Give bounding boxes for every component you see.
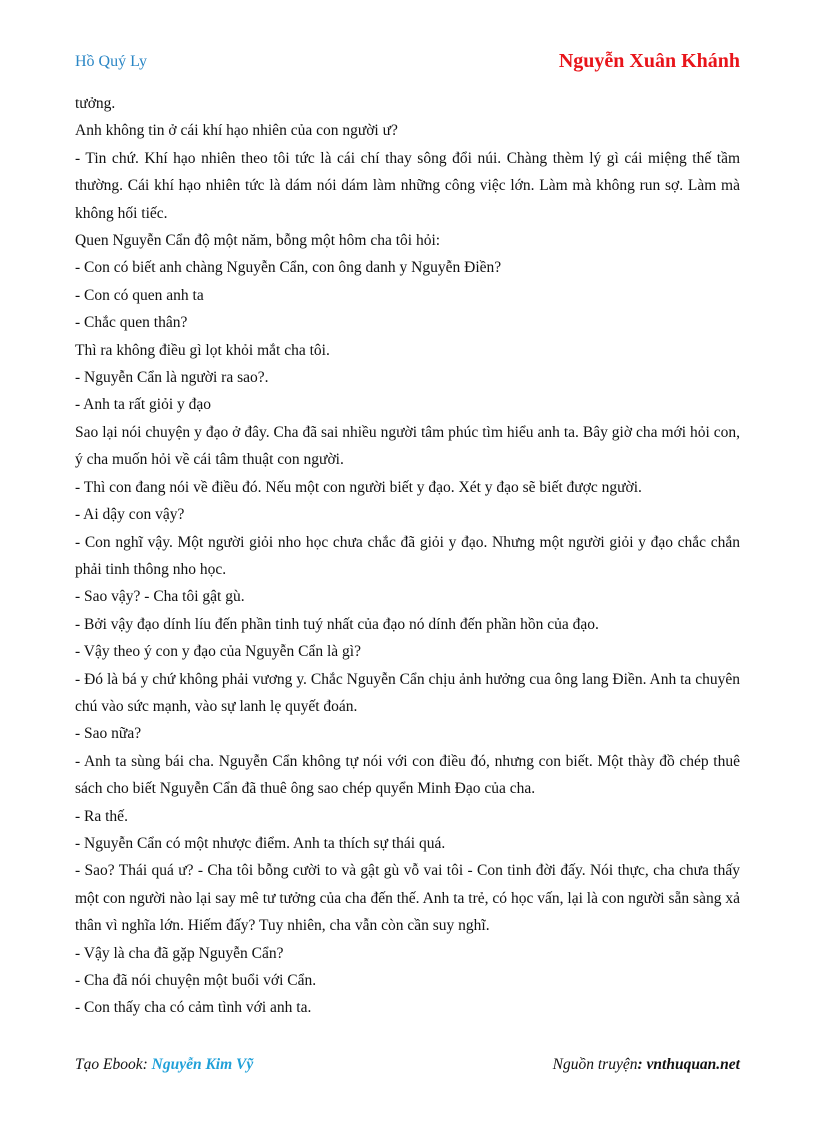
paragraph: - Đó là bá y chứ không phải vương y. Chắc Nguyễn Cẩn chịu ảnh hưởng cua ông lang Điền. Anh ta chuyên chú vào sức mạnh, vào sự lanh lẹ quyết đoán. bbox=[75, 670, 740, 715]
paragraph: - Bởi vậy đạo dính líu đến phần tinh tuý nhất của đạo nó dính đến phần hồn của đạo. bbox=[75, 615, 599, 633]
paragraph: - Con nghĩ vậy. Một người giỏi nho học chưa chắc đã giỏi y đạo. Nhưng một người giỏi y đạo chắc chắn phải tinh thông nho học. bbox=[75, 533, 740, 578]
paragraph: - Anh ta sùng bái cha. Nguyễn Cẩn không tự nói với con điều đó, nhưng con biết. Một thày đồ chép thuê sách cho biết Nguyễn Cẩn đã thuê ông sao chép quyển Minh Đạo của cha. bbox=[75, 752, 740, 798]
paragraph: - Anh ta rất giỏi y đạo bbox=[75, 396, 212, 414]
paragraph: - Sao vậy? - Cha tôi gật gù. bbox=[75, 588, 245, 606]
paragraph: Anh không tin ở cái khí hạo nhiên của con người ư? bbox=[75, 122, 398, 140]
paragraph: - Vậy là cha đã gặp Nguyễn Cẩn? bbox=[75, 944, 284, 962]
paragraph: - Con có quen anh ta bbox=[75, 286, 204, 304]
ebook-label: Tạo Ebook bbox=[75, 1056, 143, 1073]
paragraph: - Tin chứ. Khí hạo nhiên theo tôi tức là cái chí thay sông đổi núi. Chàng thèm lý gì cái miệng thế tầm thường. Cái khí hạo nhiên tức là dám nói dám làm những công việc lớn. Làm mà không run sợ. Làm mà không hối tiếc. bbox=[75, 149, 740, 222]
paragraph: - Sao? Thái quá ư? - Cha tôi bỗng cười to và gật gù vỗ vai tôi - Con tinh đời đấy. Nói thực, cha chưa thấy một con người nào lại say mê tư tưởng của cha đến thế. Anh ta trẻ, có học vấn, lại là con người sẵn sàng xả thân vì nghĩa lớn. Hiếm đấy? Tuy nhiên, cha vẫn còn cần suy nghĩ. bbox=[75, 862, 740, 935]
author-name: Nguyễn Xuân Khánh bbox=[558, 50, 740, 72]
paragraph: - Chắc quen thân? bbox=[75, 314, 188, 332]
page-header bbox=[75, 50, 740, 76]
source-credit: Nguồn truyện: vnthuquan.net bbox=[552, 1056, 740, 1073]
paragraph: - Nguyễn Cẩn có một nhược điểm. Anh ta thích sự thái quá. bbox=[75, 834, 446, 852]
ebook-credit: Tạo Ebook: Nguyễn Kim Vỹ bbox=[75, 1056, 254, 1073]
paragraph: - Sao nữa? bbox=[75, 725, 142, 743]
source-site: vnthuquan.net bbox=[646, 1056, 740, 1073]
page-body bbox=[75, 90, 740, 1022]
paragraph: - Cha đã nói chuyện một buổi với Cẩn. bbox=[75, 972, 317, 989]
paragraph: Sao lại nói chuyện y đạo ở đây. Cha đã sai nhiều người tâm phúc tìm hiểu anh ta. Bây giờ cha mới hỏi con, ý cha muốn hỏi về cái tâm thuật con người. bbox=[75, 423, 740, 469]
paragraph: - Nguyễn Cẩn là người ra sao?. bbox=[75, 369, 269, 387]
ebook-creator: Nguyễn Kim Vỹ bbox=[151, 1056, 254, 1073]
paragraph: tưởng. bbox=[75, 95, 116, 112]
paragraph: - Thì con đang nói về điều đó. Nếu một con người biết y đạo. Xét y đạo sẽ biết được người. bbox=[75, 478, 642, 496]
paragraph: - Vậy theo ý con y đạo của Nguyễn Cẩn là gì? bbox=[75, 643, 361, 661]
paragraph: - Ai dậy con vậy? bbox=[75, 506, 185, 524]
paragraph: - Con có biết anh chàng Nguyễn Cẩn, con ông danh y Nguyễn Điền? bbox=[75, 259, 502, 277]
paragraph: - Ra thế. bbox=[75, 807, 128, 825]
paragraph: Quen Nguyễn Cẩn độ một năm, bỗng một hôm cha tôi hỏi: bbox=[75, 232, 441, 250]
source-label: Nguồn truyện bbox=[552, 1056, 638, 1073]
book-title: Hồ Quý Ly bbox=[75, 53, 147, 70]
paragraph: Thì ra không điều gì lọt khỏi mắt cha tôi. bbox=[75, 341, 330, 359]
page-footer bbox=[75, 1056, 740, 1078]
paragraph: - Con thấy cha có cảm tình với anh ta. bbox=[75, 999, 312, 1017]
